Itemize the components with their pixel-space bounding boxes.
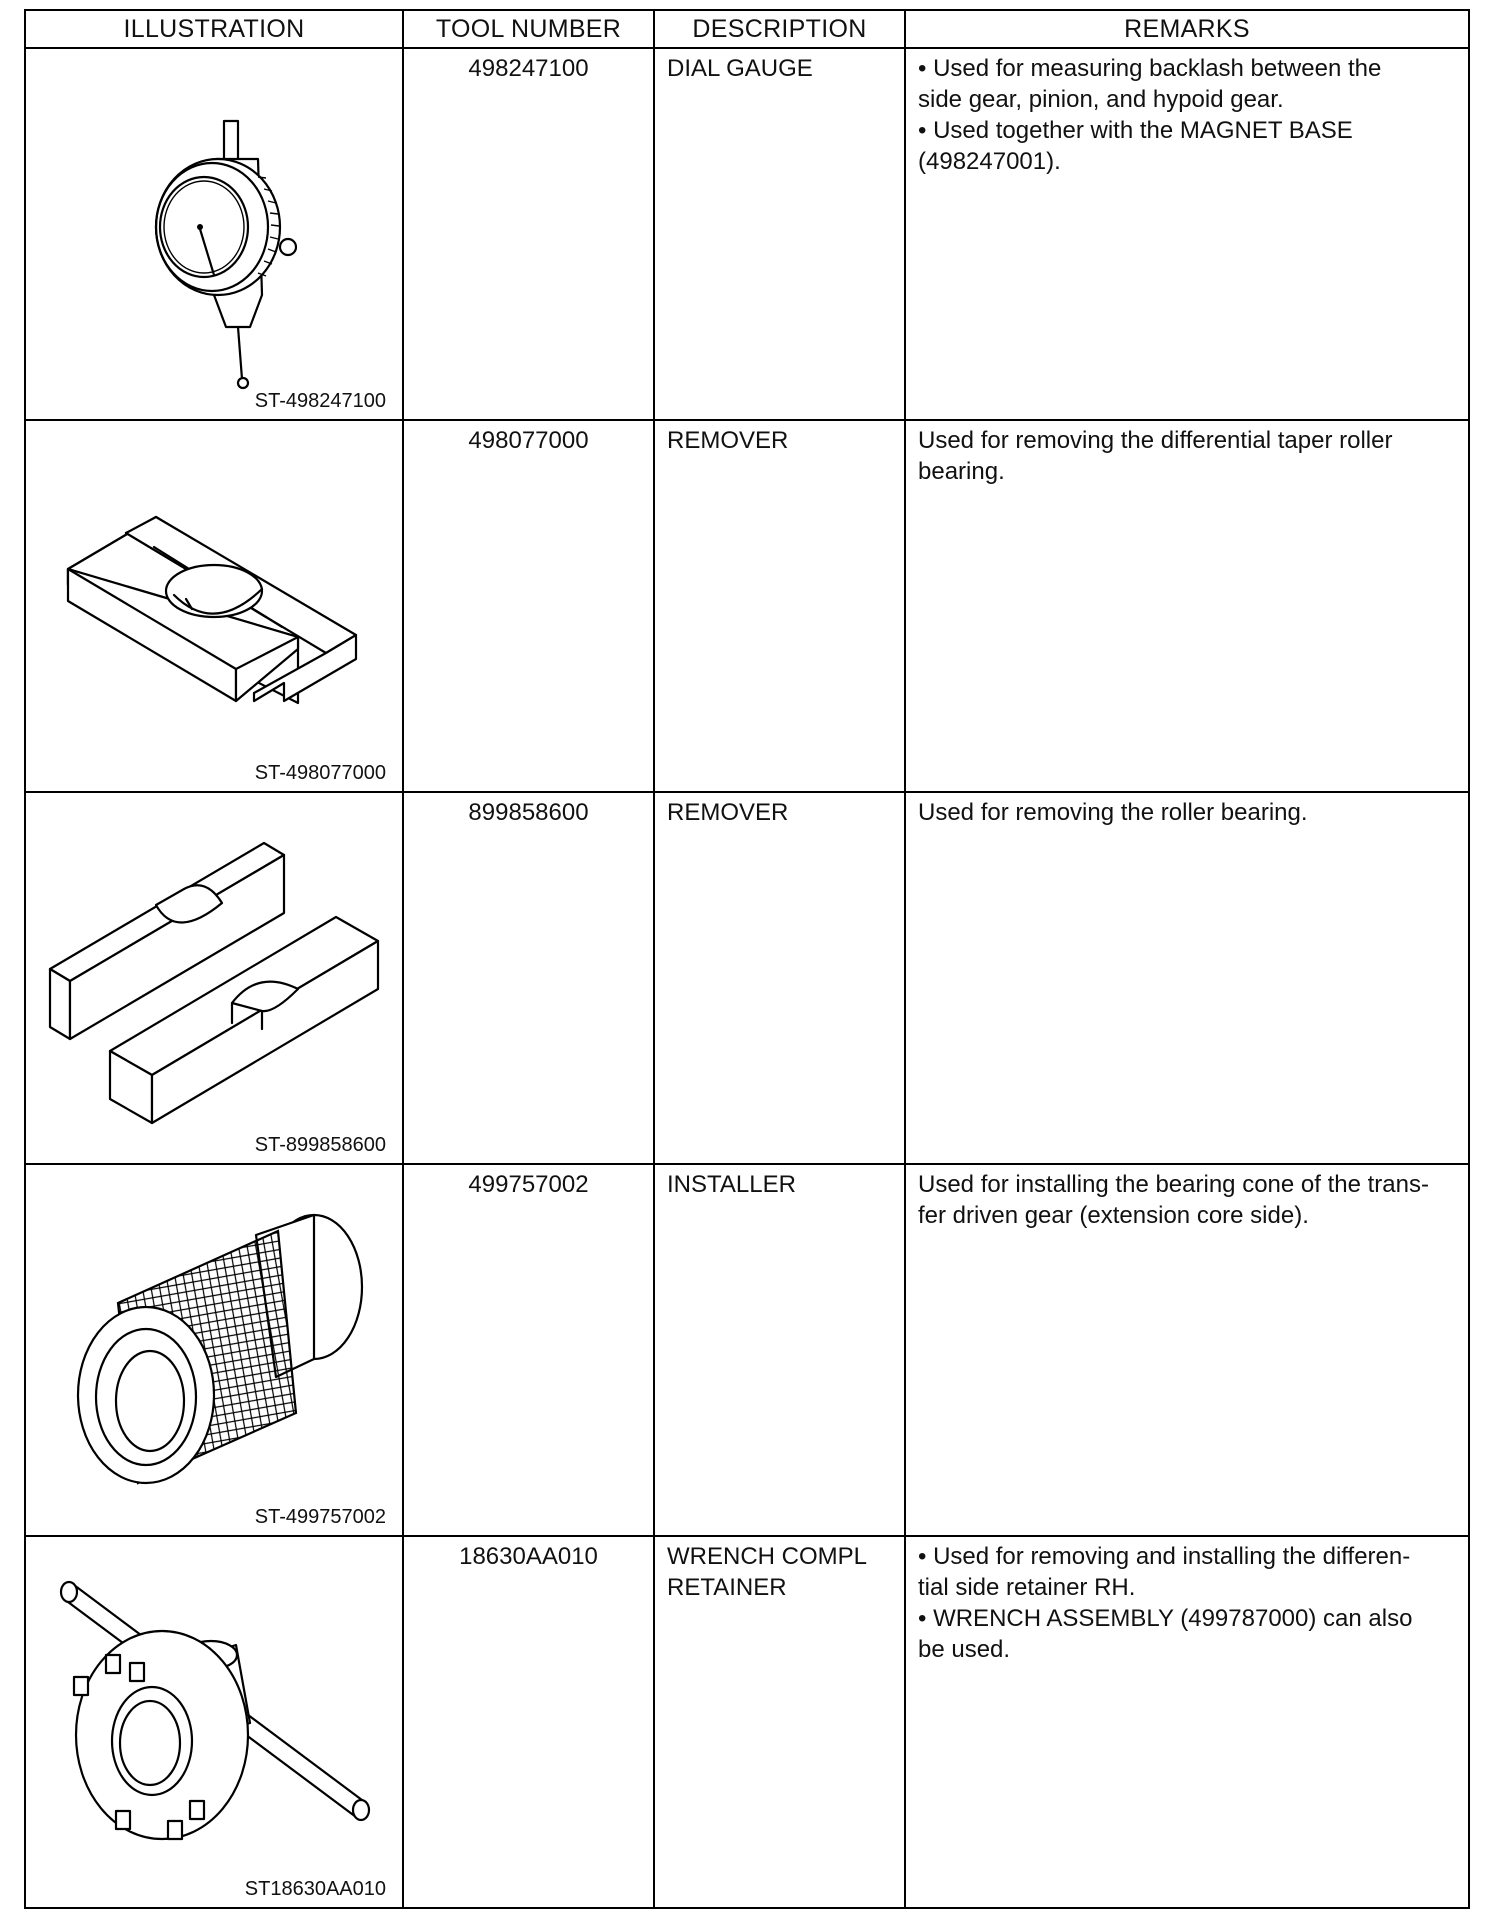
table-row <box>25 1536 1469 1908</box>
header-description: DESCRIPTION <box>654 10 905 48</box>
table-row <box>25 1164 1469 1536</box>
description-line: REMOVER <box>667 427 789 454</box>
description-line: DIAL GAUGE <box>667 55 813 82</box>
table-row <box>25 48 1469 420</box>
table-header-row <box>25 10 1469 48</box>
remarks-line: • Used for measuring backlash between the <box>918 55 1382 82</box>
remarks-line: be used. <box>918 1636 1011 1663</box>
illustration-label: ST-499757002 <box>254 1506 386 1528</box>
remarks-cell <box>905 48 1469 420</box>
description-cell <box>654 1536 905 1908</box>
remarks-line: Used for installing the bearing cone of the trans- <box>918 1171 1429 1198</box>
remover-blocks-icon <box>26 793 404 1159</box>
illustration-label: ST-498077000 <box>254 762 386 784</box>
remarks-cell <box>905 1164 1469 1536</box>
header-remarks: REMARKS <box>905 10 1469 48</box>
remarks-line: Used for removing the roller bearing. <box>918 799 1308 826</box>
remarks-line: tial side retainer RH. <box>918 1574 1136 1601</box>
description-cell <box>654 48 905 420</box>
tool-number-cell: 899858600 <box>403 792 654 1164</box>
remarks-line: • WRENCH ASSEMBLY (499787000) can also <box>918 1605 1413 1632</box>
tool-number-cell: 498247100 <box>403 48 654 420</box>
remarks-line: • Used for removing and installing the differen- <box>918 1543 1411 1570</box>
description-line: REMOVER <box>667 799 789 826</box>
header-illustration: ILLUSTRATION <box>25 10 403 48</box>
remarks-line: fer driven gear (extension core side). <box>918 1202 1309 1229</box>
remarks-line: bearing. <box>918 458 1005 485</box>
header-tool-number: TOOL NUMBER <box>403 10 654 48</box>
illustration-cell <box>25 420 403 792</box>
description-line: RETAINER <box>667 1574 787 1601</box>
illustration-cell <box>25 792 403 1164</box>
tool-number-cell: 498077000 <box>403 420 654 792</box>
remover-block-icon <box>26 421 404 787</box>
remarks-cell <box>905 1536 1469 1908</box>
remarks-cell <box>905 420 1469 792</box>
remarks-line: • Used together with the MAGNET BASE <box>918 117 1353 144</box>
tool-number-cell: 18630AA010 <box>403 1536 654 1908</box>
description-cell <box>654 1164 905 1536</box>
installer-icon <box>26 1165 404 1531</box>
dial-gauge-icon <box>26 49 404 415</box>
remarks-line: (498247001). <box>918 148 1061 175</box>
illustration-label: ST18630AA010 <box>244 1878 386 1900</box>
description-line: WRENCH COMPL <box>667 1543 868 1570</box>
description-line: INSTALLER <box>667 1171 796 1198</box>
special-tools-table <box>24 9 1470 1909</box>
illustration-label: ST-899858600 <box>254 1134 386 1156</box>
description-cell <box>654 792 905 1164</box>
description-cell <box>654 420 905 792</box>
remarks-line: Used for removing the differential taper roller <box>918 427 1393 454</box>
tool-number-cell: 499757002 <box>403 1164 654 1536</box>
illustration-cell <box>25 1536 403 1908</box>
wrench-icon <box>26 1537 404 1903</box>
illustration-cell <box>25 1164 403 1536</box>
table-row <box>25 792 1469 1164</box>
remarks-line: side gear, pinion, and hypoid gear. <box>918 86 1284 113</box>
remarks-cell <box>905 792 1469 1164</box>
illustration-label: ST-498247100 <box>254 390 386 412</box>
illustration-cell <box>25 48 403 420</box>
table-row <box>25 420 1469 792</box>
